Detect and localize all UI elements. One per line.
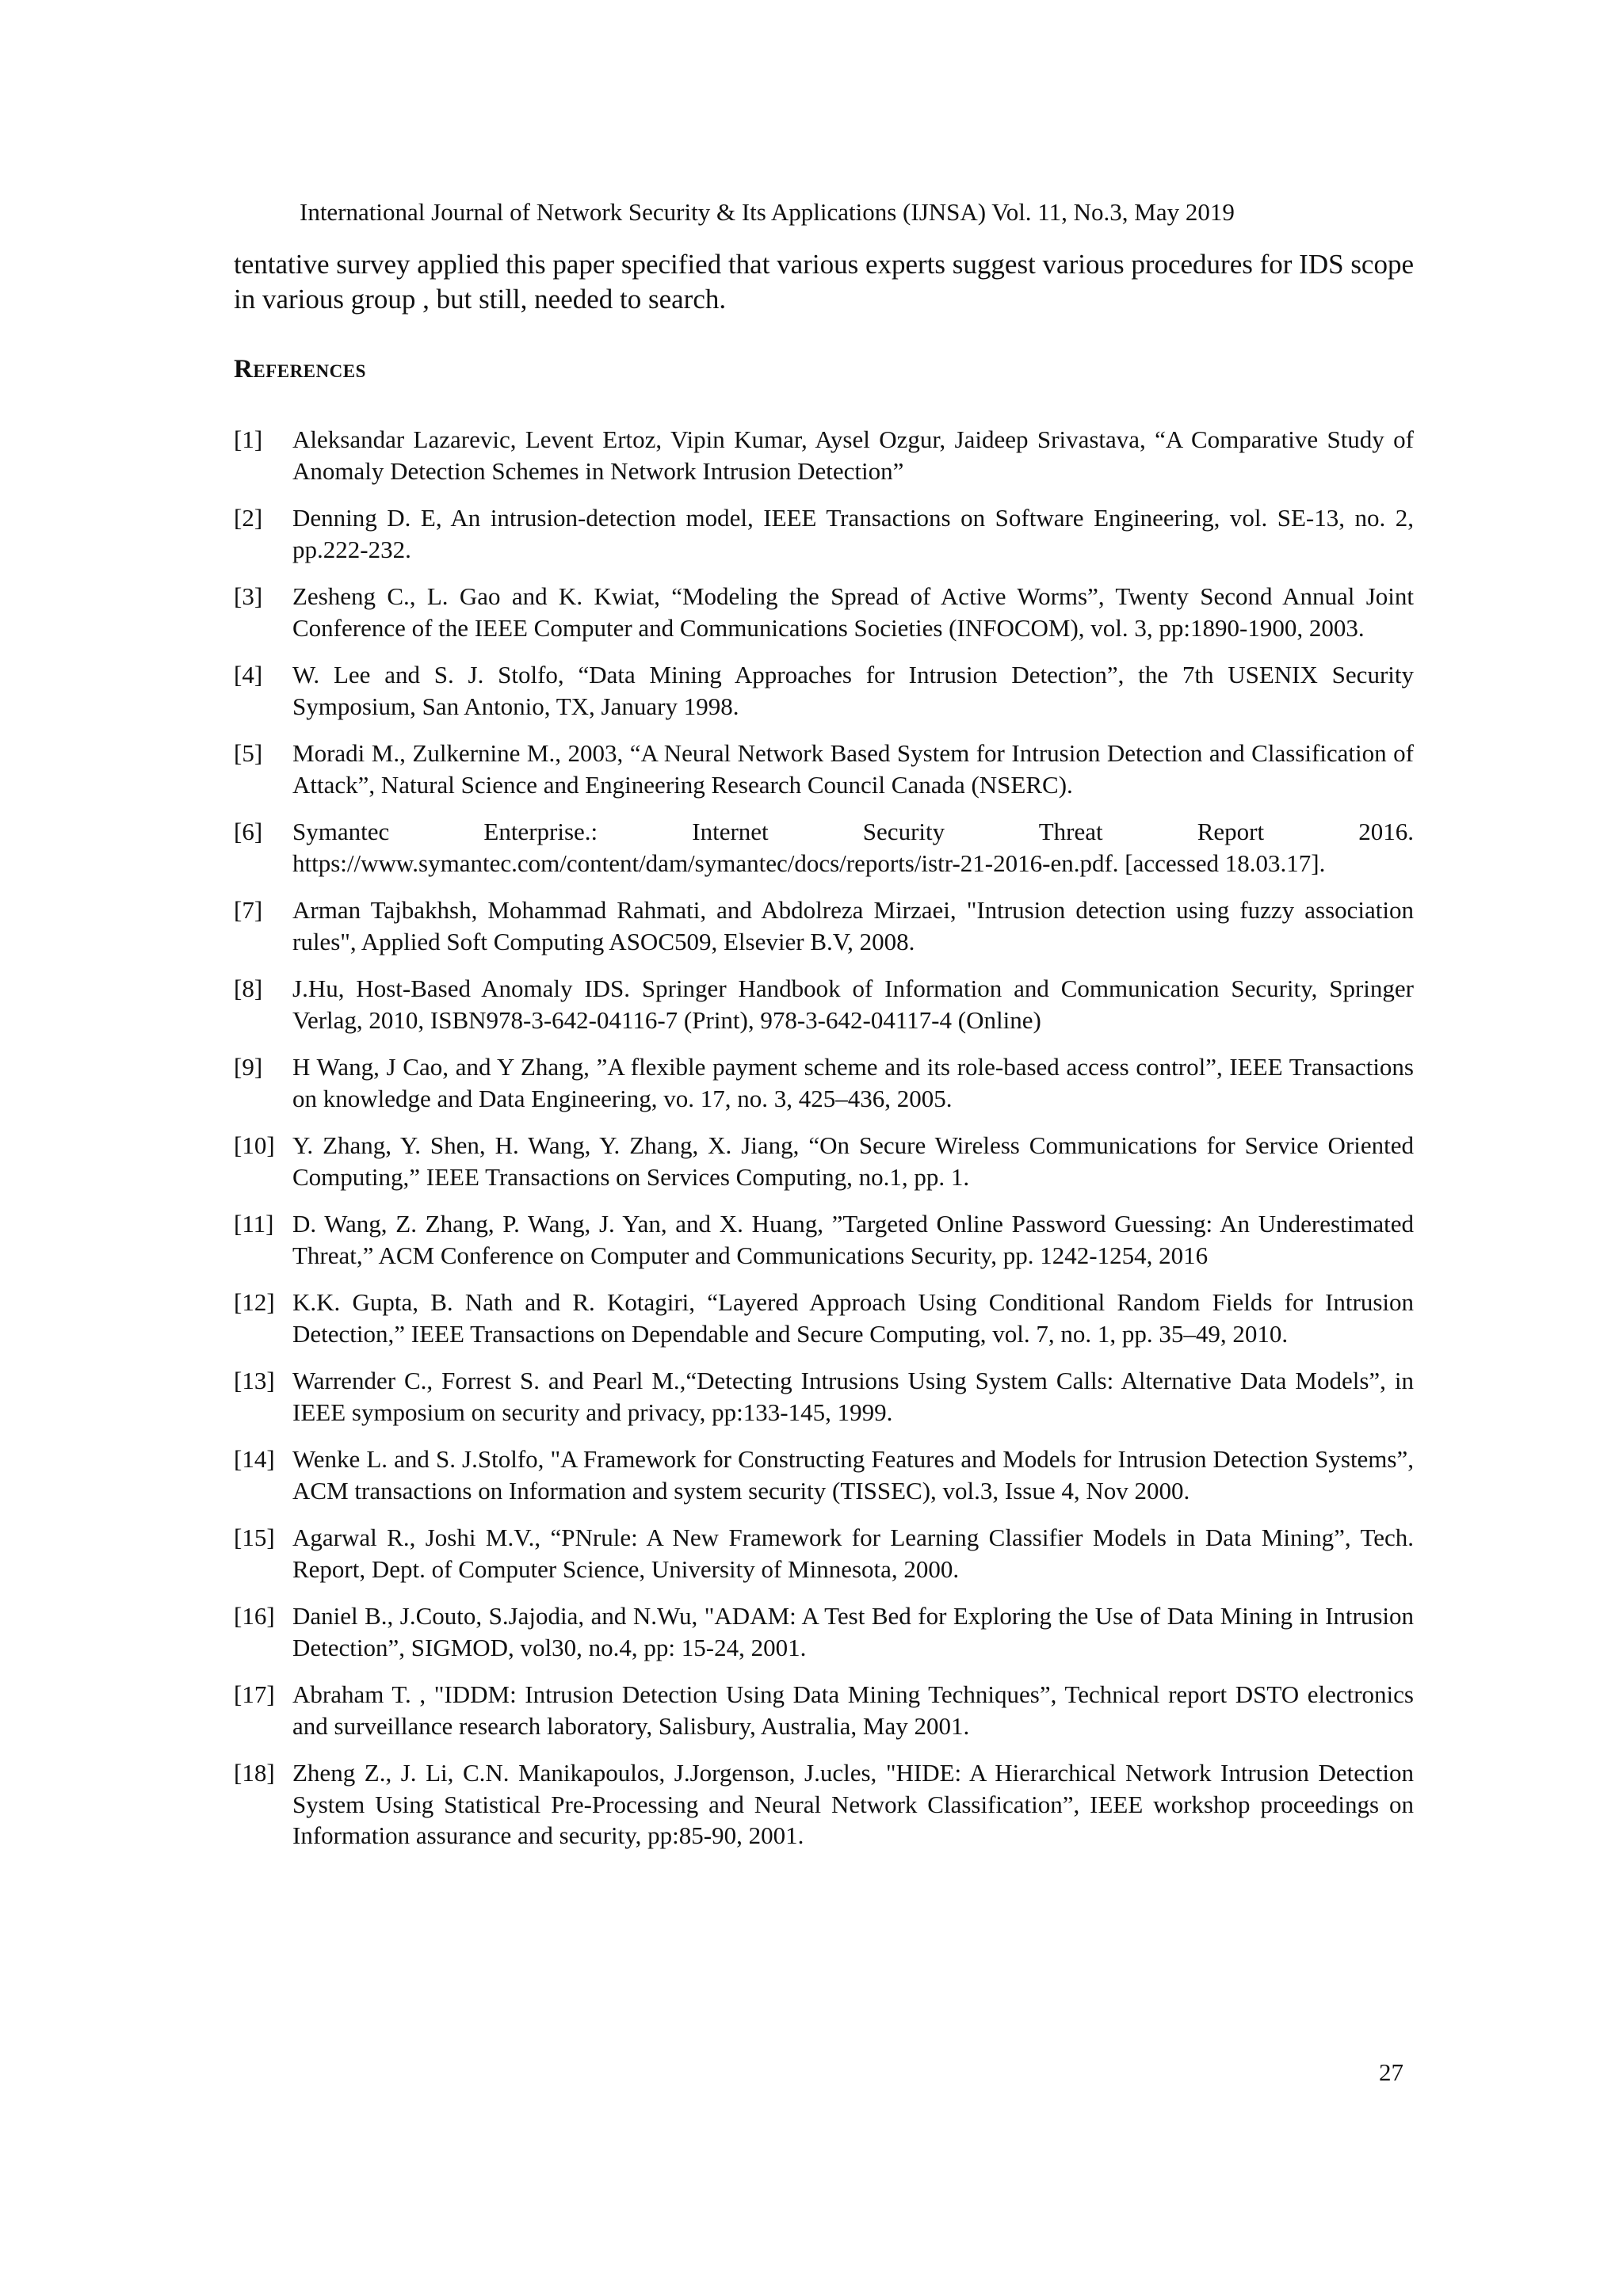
reference-number: [17] [234, 1680, 275, 1708]
reference-number: [7] [234, 896, 263, 924]
reference-text: H Wang, J Cao, and Y Zhang, ”A flexible payment scheme and its role-based access control”, IEEE Transactions on knowledge and Data Engineering, vo. 17, no. 3, 425–436, 2005. [292, 1053, 1414, 1112]
reference-item [234, 1130, 1414, 1192]
reference-number: [8] [234, 974, 263, 1002]
reference-number: [6] [234, 818, 263, 845]
body-paragraph: tentative survey applied this paper specified that various experts suggest various procedures for IDS scope in various group , but still, needed to search. [234, 249, 1415, 315]
reference-text: Daniel B., J.Couto, S.Jajodia, and N.Wu, "ADAM: A Test Bed for Exploring the Use of Data Mining in Intrusion Detection”, SIGMOD, vol30, no.4, pp: 15-24, 2001. [292, 1602, 1414, 1661]
reference-text: Moradi M., Zulkernine M., 2003, “A Neural Network Based System for Intrusion Detection and Classification of Attack”, Natural Science and Engineering Research Council Canada (NSERC). [292, 739, 1414, 799]
reference-item [234, 659, 1414, 722]
reference-item [234, 1365, 1414, 1428]
reference-number: [5] [234, 739, 263, 767]
reference-item [234, 1679, 1414, 1741]
page-number: 27 [1379, 2058, 1403, 2086]
reference-item [234, 738, 1414, 800]
references-list [234, 424, 1414, 1867]
reference-item [234, 973, 1414, 1035]
reference-item [234, 1287, 1414, 1349]
reference-text: Arman Tajbakhsh, Mohammad Rahmati, and Abdolreza Mirzaei, "Intrusion detection using fuzzy association rules", Applied Soft Computing ASOC509, Elsevier B.V, 2008. [292, 896, 1414, 955]
reference-item [234, 1600, 1414, 1663]
reference-item [234, 1522, 1414, 1585]
reference-text: K.K. Gupta, B. Nath and R. Kotagiri, “Layered Approach Using Conditional Random Fields for Intrusion Detection,” IEEE Transactions on Dependable and Secure Computing, vol. 7, no. 1, pp. 35–49, 2010. [292, 1288, 1414, 1348]
running-header: International Journal of Network Security & Its Applications (IJNSA) Vol. 11, No.3, May 2019 [300, 198, 1235, 226]
reference-item [234, 502, 1414, 565]
reference-item [234, 581, 1414, 643]
reference-text: Wenke L. and S. J.Stolfo, "A Framework for Constructing Features and Models for Intrusion Detection Systems”, ACM transactions on Information and system security (TISSEC), vol.3, Issue 4, Nov 2000. [292, 1445, 1414, 1505]
reference-text: Zheng Z., J. Li, C.N. Manikapoulos, J.Jorgenson, J.ucles, "HIDE: A Hierarchical Network Intrusion Detection System Using Statistical Pre-Processing and Neural Network Classification”, IEEE workshop proceedings on Information assurance and security, pp:85-90, 2001. [292, 1759, 1414, 1849]
reference-item [234, 816, 1414, 879]
reference-text: Agarwal R., Joshi M.V., “PNrule: A New Framework for Learning Classifier Models in Data Mining”, Tech. Report, Dept. of Computer Science, University of Minnesota, 2000. [292, 1524, 1414, 1583]
reference-text: Denning D. E, An intrusion-detection model, IEEE Transactions on Software Engineering, vol. SE-13, no. 2, pp.222-232. [292, 504, 1414, 563]
reference-number: [11] [234, 1210, 274, 1238]
reference-number: [1] [234, 425, 263, 453]
reference-item [234, 1444, 1414, 1506]
reference-text: Zesheng C., L. Gao and K. Kwiat, “Modeling the Spread of Active Worms”, Twenty Second Annual Joint Conference of the IEEE Computer and Communications Societies (INFOCOM), vol. 3, pp:1890-1900, 2003. [292, 582, 1414, 642]
reference-number: [3] [234, 582, 263, 610]
reference-number: [16] [234, 1602, 275, 1630]
reference-number: [9] [234, 1053, 263, 1081]
reference-item [234, 424, 1414, 486]
reference-text: Aleksandar Lazarevic, Levent Ertoz, Vipin Kumar, Aysel Ozgur, Jaideep Srivastava, “A Comparative Study of Anomaly Detection Schemes in Network Intrusion Detection” [292, 425, 1414, 485]
reference-text: D. Wang, Z. Zhang, P. Wang, J. Yan, and X. Huang, ”Targeted Online Password Guessing: An Underestimated Threat,” ACM Conference on Computer and Communications Security, pp. 1242-1254, 2016 [292, 1210, 1414, 1269]
reference-number: [13] [234, 1367, 275, 1394]
reference-number: [14] [234, 1445, 275, 1473]
reference-text: J.Hu, Host-Based Anomaly IDS. Springer Handbook of Information and Communication Security, Springer Verlag, 2010, ISBN978-3-642-04116-7 (Print), 978-3-642-04117-4 (Online) [292, 974, 1414, 1034]
reference-text: Abraham T. , "IDDM: Intrusion Detection Using Data Mining Techniques”, Technical report DSTO electronics and surveillance research laboratory, Salisbury, Australia, May 2001. [292, 1680, 1414, 1740]
reference-number: [12] [234, 1288, 275, 1316]
reference-text: Warrender C., Forrest S. and Pearl M.,“Detecting Intrusions Using System Calls: Alternative Data Models”, in IEEE symposium on security and privacy, pp:133-145, 1999. [292, 1367, 1414, 1426]
references-heading: References [234, 355, 366, 383]
reference-item [234, 1757, 1414, 1852]
reference-number: [4] [234, 661, 263, 688]
reference-item [234, 894, 1414, 957]
reference-text: Y. Zhang, Y. Shen, H. Wang, Y. Zhang, X. Jiang, “On Secure Wireless Communications for Service Oriented Computing,” IEEE Transactions on Services Computing, no.1, pp. 1. [292, 1131, 1414, 1191]
reference-number: [18] [234, 1759, 275, 1787]
reference-text: Symantec Enterprise.: Internet Security Threat Report 2016. https://www.symantec.com/content/dam/symantec/docs/reports/istr-21-2016-en.pdf. [accessed 18.03.17]. [292, 818, 1414, 877]
reference-number: [15] [234, 1524, 275, 1551]
reference-text: W. Lee and S. J. Stolfo, “Data Mining Approaches for Intrusion Detection”, the 7th USENIX Security Symposium, San Antonio, TX, January 1998. [292, 661, 1414, 720]
reference-item [234, 1208, 1414, 1271]
reference-number: [2] [234, 504, 263, 532]
reference-number: [10] [234, 1131, 275, 1159]
reference-item [234, 1051, 1414, 1114]
